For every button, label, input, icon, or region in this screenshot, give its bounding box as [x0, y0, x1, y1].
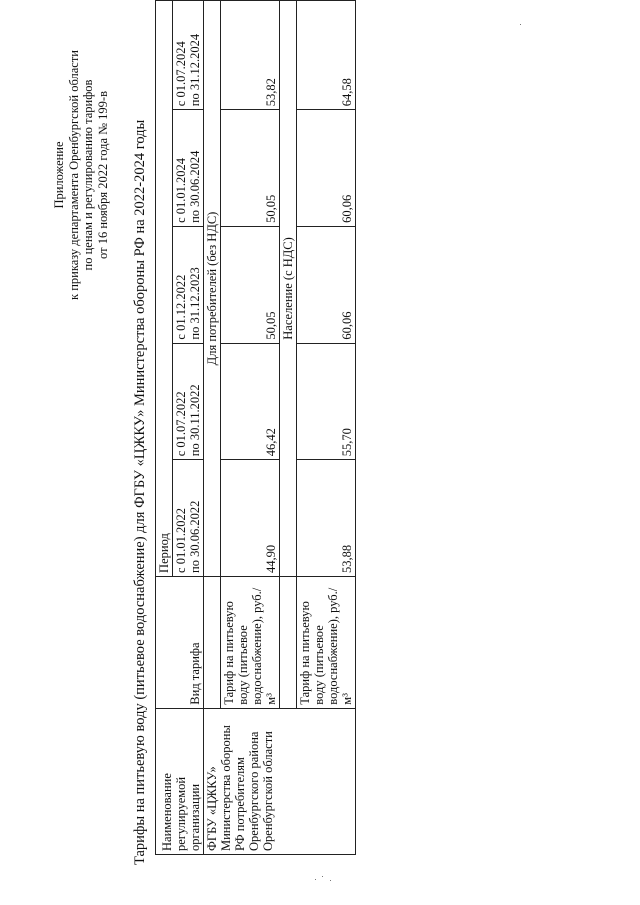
- appendix-line: по ценам и регулированию тарифов: [81, 79, 95, 271]
- header-tariff-type: Вид тарифа: [156, 576, 204, 708]
- appendix-line: от 16 ноября 2022 года № 199-в: [95, 91, 110, 259]
- period-from: с 01.01.2022: [174, 508, 188, 573]
- appendix-line: к приказу департамента Оренбургской области: [66, 50, 81, 300]
- value-cell: 60,06: [297, 110, 356, 227]
- value-cell: 53,82: [221, 1, 280, 110]
- period-cell: [173, 110, 204, 227]
- section-row-consumers: [204, 1, 221, 855]
- scan-speck: [315, 879, 316, 880]
- section-population-label: Население (с НДС): [280, 1, 297, 577]
- value-cell: 44,90: [221, 460, 280, 577]
- table-header-row: [156, 1, 173, 855]
- period-to: по 30.06.2024: [188, 150, 202, 223]
- period-to: по 31.12.2024: [188, 33, 202, 107]
- period-from: с 01.12.2022: [174, 274, 188, 340]
- section-consumers-label: Для потребителей (без НДС): [204, 1, 221, 577]
- value-cell: 50,05: [221, 226, 280, 343]
- value-cell: 60,06: [297, 226, 356, 343]
- scan-speck: [322, 876, 323, 877]
- section-spacer: [204, 576, 221, 708]
- header-period: Период: [156, 1, 173, 577]
- scan-speck: [520, 24, 521, 25]
- scan-speck: [330, 880, 331, 881]
- value-cell: 55,70: [297, 343, 356, 460]
- period-from: с 01.07.2024: [174, 41, 188, 107]
- tariff-table: [155, 0, 356, 855]
- appendix-line: Приложение: [52, 141, 66, 209]
- period-to: по 31.12.2023: [188, 267, 202, 340]
- period-from: с 01.01.2024: [174, 157, 188, 223]
- period-from: с 01.07.2022: [174, 391, 188, 457]
- period-to: по 30.06.2022: [188, 500, 202, 573]
- period-cell: [173, 460, 204, 577]
- value-cell: 46,42: [221, 343, 280, 460]
- appendix-header: [52, 25, 110, 325]
- document-title: Тарифы на питьевую воду (питьевое водоснабжение) для ФГБУ «ЦЖКУ» Министерства обороны РФ на 2022-2024 годы: [132, 119, 148, 865]
- organization-cell: ФГБУ «ЦЖКУ» Министерства обороны РФ потребителям Оренбургского района Оренбургской области: [204, 708, 356, 854]
- tariff-type-cell: Тариф на питьевую воду (питьевое водоснабжение), руб./м³: [221, 576, 280, 708]
- period-cell: [173, 1, 204, 110]
- value-cell: 53,88: [297, 460, 356, 577]
- period-to: по 30.11.2022: [188, 384, 202, 457]
- value-cell: 50,05: [221, 110, 280, 227]
- period-cell: [173, 226, 204, 343]
- period-cell: [173, 343, 204, 460]
- section-spacer: [280, 576, 297, 708]
- tariff-type-cell: Тариф на питьевую воду (питьевое водоснабжение), руб./м³: [297, 576, 356, 708]
- value-cell: 64,58: [297, 1, 356, 110]
- header-organization: Наименование регулируемой организации: [156, 708, 204, 854]
